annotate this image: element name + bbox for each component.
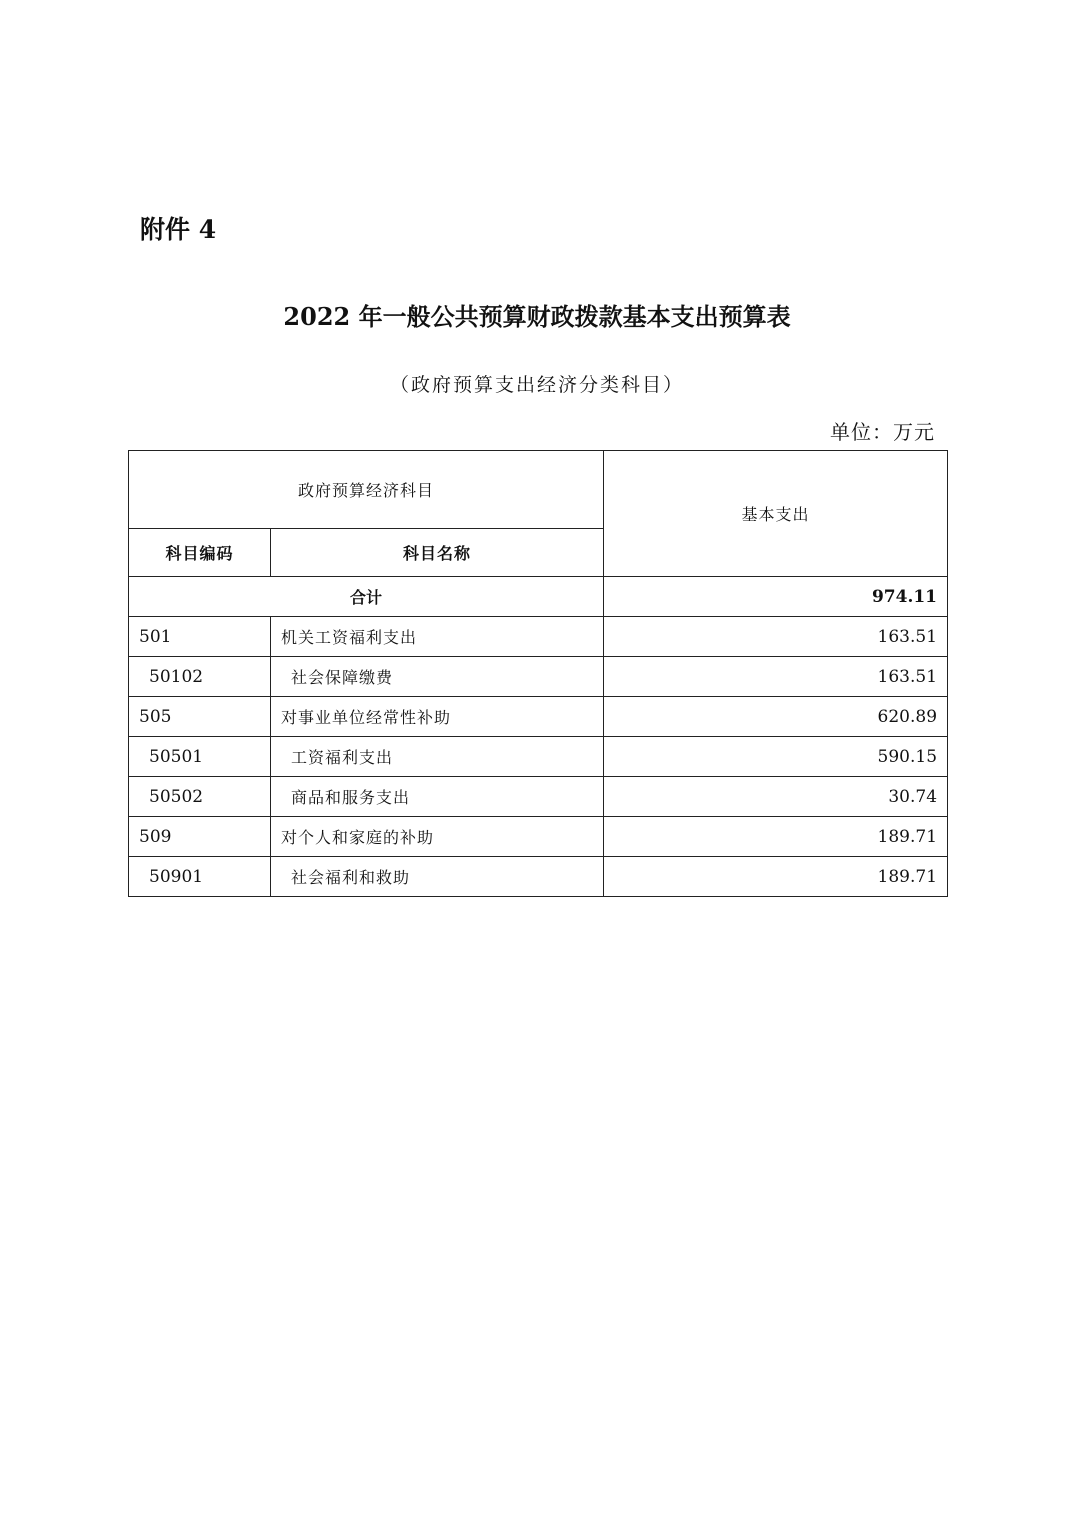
header-basic-expenditure: 基本支出: [604, 451, 948, 577]
subject-name: 机关工资福利支出: [271, 617, 604, 657]
table-row: [129, 657, 948, 697]
subject-name: 工资福利支出: [271, 737, 604, 777]
attachment-label: 附件 4: [140, 215, 217, 244]
table-row: [129, 737, 948, 777]
header-subject-code: 科目编码: [129, 529, 271, 577]
subject-name: 社会福利和救助: [271, 857, 604, 897]
subject-code: 501: [129, 617, 271, 657]
subject-amount: 590.15: [604, 737, 948, 777]
subject-amount: 163.51: [604, 657, 948, 697]
subject-code: 509: [129, 817, 271, 857]
subject-amount: 30.74: [604, 777, 948, 817]
table-row: [129, 617, 948, 657]
subject-code: 50901: [129, 857, 271, 897]
subject-amount: 189.71: [604, 857, 948, 897]
table-row: [129, 697, 948, 737]
unit-label: 单位：万元: [830, 420, 935, 444]
header-economic-subject: 政府预算经济科目: [129, 451, 604, 529]
table-row: [129, 817, 948, 857]
budget-table: [128, 450, 948, 897]
subject-amount: 620.89: [604, 697, 948, 737]
table-row: [129, 857, 948, 897]
header-subject-name: 科目名称: [271, 529, 604, 577]
total-label: 合计: [129, 577, 604, 617]
subject-code: 50502: [129, 777, 271, 817]
subject-name: 对个人和家庭的补助: [271, 817, 604, 857]
subject-code: 50501: [129, 737, 271, 777]
total-row: [129, 577, 948, 617]
subject-name: 商品和服务支出: [271, 777, 604, 817]
total-value: 974.11: [604, 577, 948, 617]
document-subtitle: （政府预算支出经济分类科目）: [389, 374, 684, 396]
subject-code: 50102: [129, 657, 271, 697]
document-title: 2022 年一般公共预算财政拨款基本支出预算表: [283, 302, 791, 331]
table-row: [129, 777, 948, 817]
subject-amount: 189.71: [604, 817, 948, 857]
subject-name: 社会保障缴费: [271, 657, 604, 697]
subject-code: 505: [129, 697, 271, 737]
subject-name: 对事业单位经常性补助: [271, 697, 604, 737]
subject-amount: 163.51: [604, 617, 948, 657]
